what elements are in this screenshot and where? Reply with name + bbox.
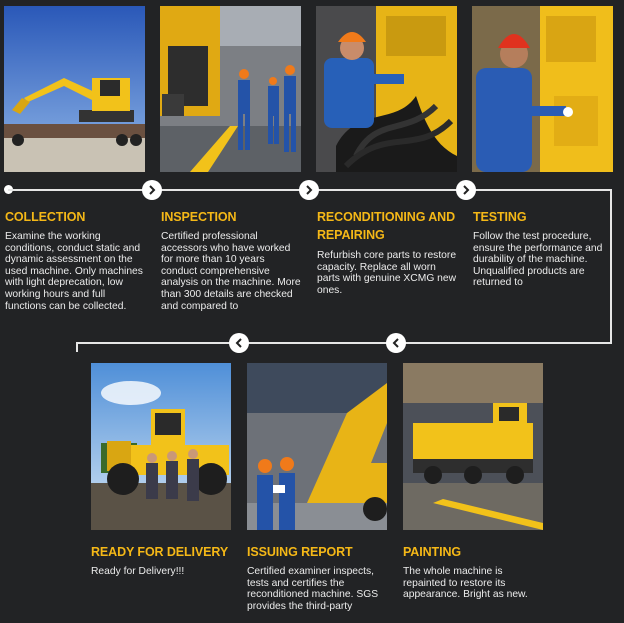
- next-arrow-3: [456, 180, 476, 200]
- chevron-right-icon: [460, 184, 472, 196]
- step-title-reconditioning: RECONDITIONING AND REPAIRING: [317, 210, 456, 242]
- photo-testing-worker: [472, 6, 613, 172]
- step-text-issuing-report: Certified examiner inspects, tests and certifies the reconditioned machine. SGS provides the third-party: [247, 566, 379, 612]
- step-text-testing: Follow the test procedure, ensure the performance and durability of the machine. Unqualified products are returned to: [473, 231, 603, 289]
- step-title-testing: TESTING: [473, 210, 527, 224]
- step-title-ready-for-delivery: READY FOR DELIVERY: [91, 545, 229, 559]
- chevron-left-icon: [233, 337, 245, 349]
- step-title-collection: COLLECTION: [5, 210, 86, 224]
- photo-loader-delivery: [91, 363, 231, 530]
- back-arrow-1: [386, 333, 406, 353]
- step-text-painting: The whole machine is repainted to restore its appearance. Bright as new.: [403, 566, 528, 601]
- step-text-inspection: Certified professional accessors who have worked for more than 10 years conduct comprehensive analysis on the machine. More than 300 details are checked and compared to: [161, 231, 301, 312]
- back-arrow-2: [229, 333, 249, 353]
- step-text-reconditioning: Refurbish core parts to restore capacity. Replace all worn parts with genuine XCMG new ones.: [317, 250, 457, 296]
- step-title-issuing-report: ISSUING REPORT: [247, 545, 353, 559]
- flow-line-bottom: [78, 342, 612, 344]
- step-text-collection: Examine the working conditions, conduct static and dynamic assessment on the used machine. Only machines with light deprecation, low working hours and full functions can be collected.: [5, 231, 143, 312]
- chevron-right-icon: [146, 184, 158, 196]
- photo-painting-crane: [403, 363, 543, 530]
- next-arrow-1: [142, 180, 162, 200]
- photo-excavator-truck: [4, 6, 145, 172]
- next-arrow-2: [299, 180, 319, 200]
- photo-inspection-team: [160, 6, 301, 172]
- chevron-left-icon: [390, 337, 402, 349]
- chevron-right-icon: [303, 184, 315, 196]
- step-title-painting: PAINTING: [403, 545, 461, 559]
- photo-report-crane: [247, 363, 387, 530]
- step-text-ready-for-delivery: Ready for Delivery!!!: [91, 566, 185, 577]
- step-title-inspection: INSPECTION: [161, 210, 237, 224]
- flow-line-left-drop: [76, 342, 78, 352]
- photo-repair-worker: [316, 6, 457, 172]
